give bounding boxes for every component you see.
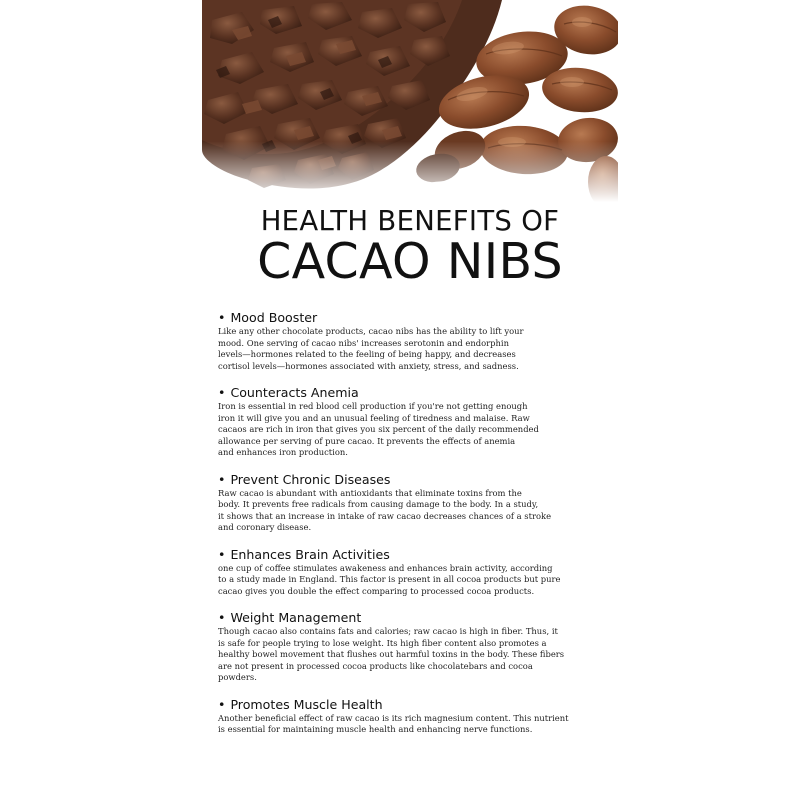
benefit-description [218,401,610,459]
benefit-title: Weight Management [230,610,362,625]
description-line: is safe for people trying to lose weight. Its high fiber content also promotes a [218,637,547,648]
bullet-icon: • [218,696,226,712]
benefit-prevent-chronic-diseases [218,471,610,534]
benefit-heading [218,384,610,401]
benefit-promotes-muscle-health [218,696,610,736]
description-line: allowance per serving of pure cacao. It prevents the effects of anemia [218,435,516,446]
description-line: one cup of coffee stimulates awakeness and enhances brain activity, according [218,562,553,573]
bullet-icon: • [218,385,226,400]
benefit-heading [218,696,610,713]
description-line: Like any other chocolate products, cacao nibs has the ability to lift your [218,326,524,336]
description-line: Though cacao also contains fats and calories; raw cacao is high in fiber. Thus, it [218,626,558,636]
description-line: and coronary disease. [218,522,312,532]
description-line: is essential for maintaining muscle health and enhancing nerve functions. [218,724,533,734]
description-line: levels—hormones related to the feeling of being happy, and decreases [218,349,516,359]
benefits-list [218,309,610,736]
cacao-nibs-and-beans-photo [202,0,618,202]
benefit-title: Counteracts Anemia [230,385,359,400]
bullet-icon: • [218,546,226,562]
benefit-description [218,713,610,736]
benefit-description [218,326,610,372]
benefit-enhances-brain-activities [218,546,610,598]
description-line: Iron is essential in red blood cell production if you're not getting enough [218,401,528,411]
bullet-icon: • [218,610,226,625]
benefit-description [218,488,610,534]
description-line: mood. One serving of cacao nibs' increases serotonin and endorphin [218,337,510,348]
description-line: powders. [218,672,257,682]
description-line: to a study made in England. This factor is present in all cocoa products but pure [218,574,561,584]
benefit-heading [218,471,610,488]
description-line: Raw cacao is abundant with antioxidants that eliminate toxins from the [218,487,522,498]
benefit-description [218,563,610,598]
infographic-panel [202,0,618,800]
title-line-1: HEALTH BENEFITS OF [260,205,560,237]
description-line: cacao gives you double the effect comparing to processed cocoa products. [218,585,535,596]
benefit-mood-booster [218,309,610,372]
description-line: Another beneficial effect of raw cacao is its rich magnesium content. This nutrient [218,712,569,723]
benefit-title: Enhances Brain Activities [230,546,390,562]
benefit-weight-management [218,609,610,684]
benefit-description [218,626,610,684]
description-line: cacaos are rich in iron that gives you six percent of the daily recommended [218,424,539,434]
benefit-title: Promotes Muscle Health [230,696,383,712]
bullet-icon: • [218,310,226,325]
description-line: healthy bowel movement that flushes out harmful toxins in the body. These fibers [218,649,565,659]
bullet-icon: • [218,471,226,487]
title-line-2: CACAO NIBS [257,233,563,290]
description-line: it shows that an increase in intake of raw cacao decreases chances of a stroke [218,510,552,521]
cacao-hero-image [202,0,618,202]
benefit-heading [218,309,610,326]
description-line: body. It prevents free radicals from causing damage to the body. In a study, [218,499,539,509]
description-line: are not present in processed cocoa products like chocolatebars and cocoa [218,660,533,671]
benefit-counteracts-anemia [218,384,610,459]
benefit-title: Prevent Chronic Diseases [230,471,391,487]
description-line: cortisol levels—hormones associated with anxiety, stress, and sadness. [218,360,519,371]
description-line: iron it will give you and an unusual feeling of tiredness and malaise. Raw [218,412,530,423]
benefit-heading [218,609,610,626]
benefit-title: Mood Booster [230,310,318,325]
benefit-heading [218,546,610,563]
description-line: and enhances iron production. [218,447,348,457]
